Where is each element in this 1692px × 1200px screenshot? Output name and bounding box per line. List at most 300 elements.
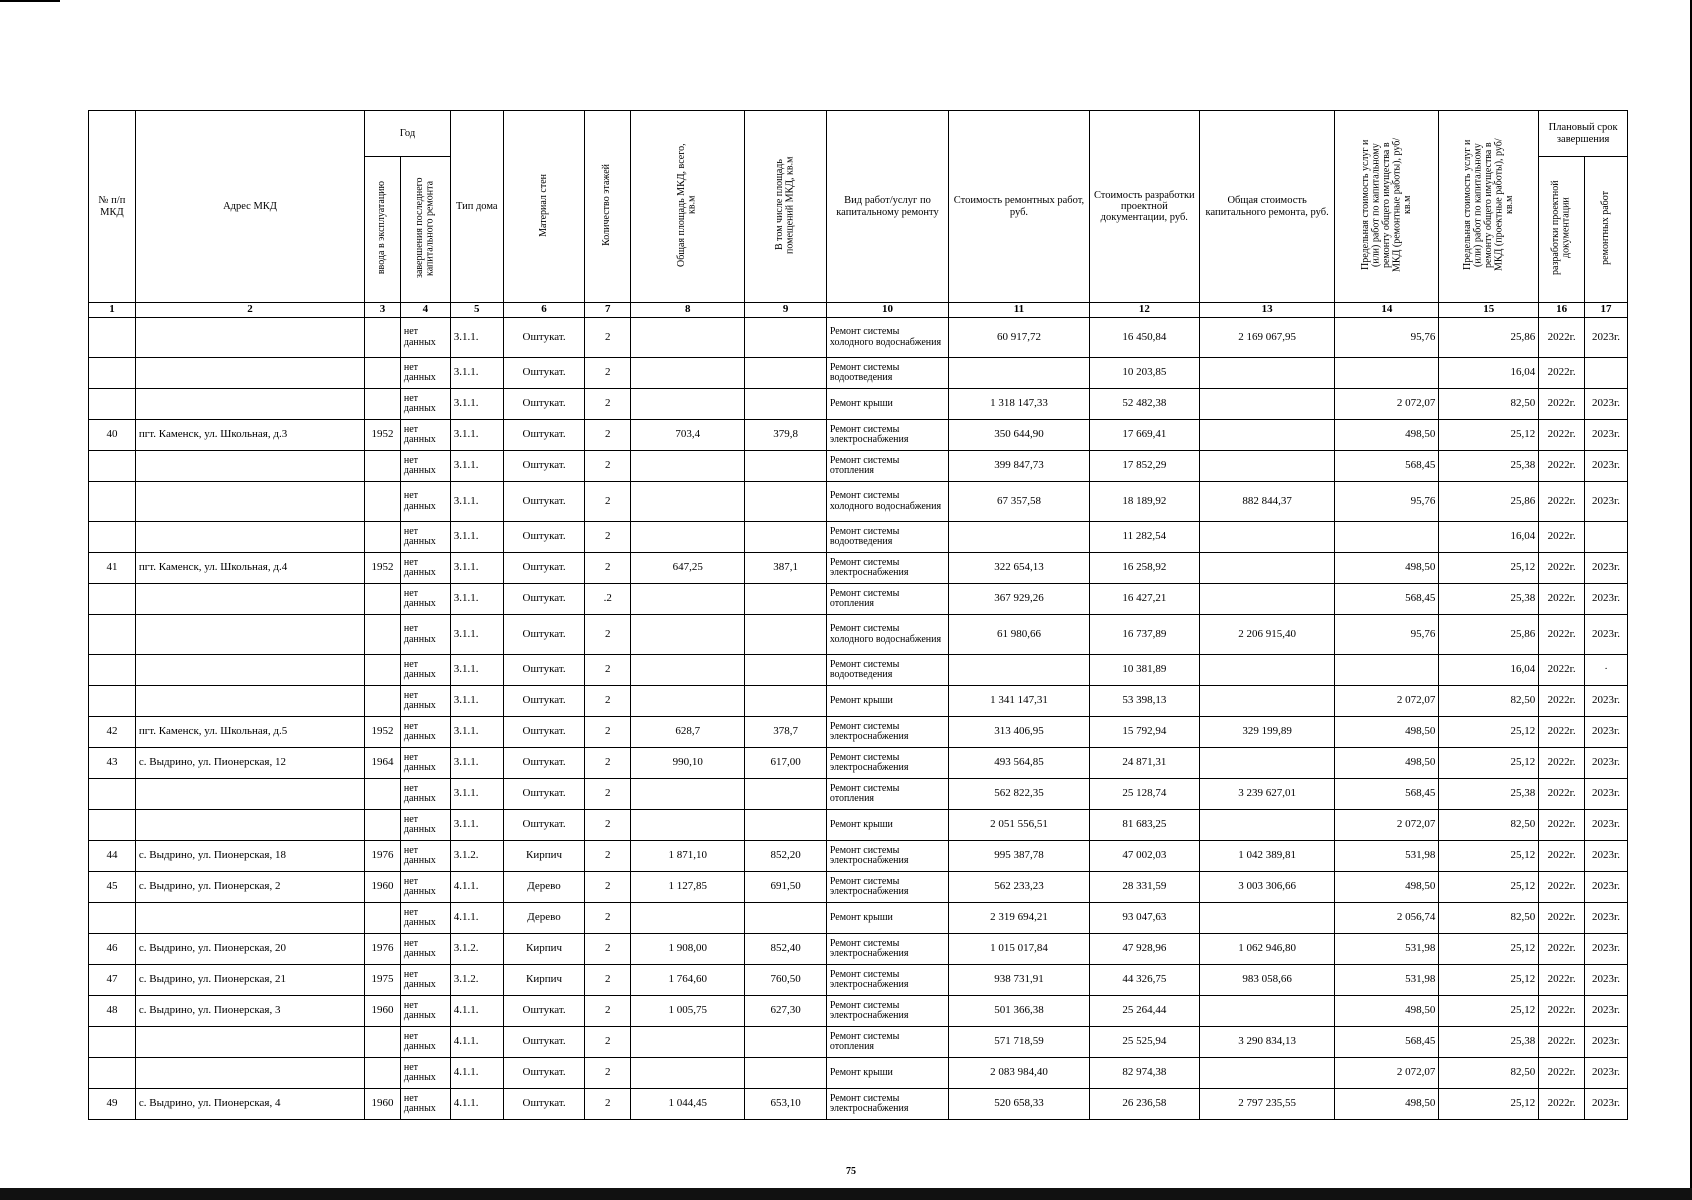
- row-address: [135, 779, 364, 810]
- col-number: 13: [1199, 303, 1335, 318]
- row-limit-work: 2 072,07: [1335, 686, 1439, 717]
- row-term-docs: 2022г.: [1539, 934, 1585, 965]
- row-year-commission: 1975: [365, 965, 401, 996]
- table-row: [89, 1027, 1628, 1058]
- row-year-commission: [365, 451, 401, 482]
- row-material: Оштукат.: [503, 1027, 585, 1058]
- row-area: 628,7: [631, 717, 745, 748]
- row-year-commission: [365, 903, 401, 934]
- column-numbers-row: [89, 303, 1628, 318]
- row-term-repair: 2023г.: [1585, 584, 1628, 615]
- table-row: [89, 482, 1628, 522]
- row-house-type: 3.1.1.: [450, 584, 503, 615]
- row-floors: 2: [585, 903, 631, 934]
- row-limit-project: 25,12: [1439, 965, 1539, 996]
- row-limit-work: 2 072,07: [1335, 810, 1439, 841]
- row-material: Оштукат.: [503, 779, 585, 810]
- row-limit-project: 82,50: [1439, 903, 1539, 934]
- row-house-type: 4.1.1.: [450, 1058, 503, 1089]
- row-work-type: Ремонт системы холодного водоснабжения: [826, 482, 948, 522]
- row-work-type: Ремонт системы водоотведения: [826, 655, 948, 686]
- row-area-premises: [745, 810, 827, 841]
- row-material: Кирпич: [503, 841, 585, 872]
- row-term-repair: 2023г.: [1585, 553, 1628, 584]
- row-limit-work: 531,98: [1335, 841, 1439, 872]
- col-number: 9: [745, 303, 827, 318]
- row-area-premises: [745, 482, 827, 522]
- row-year-last-repair: нет данных: [400, 615, 450, 655]
- row-floors: 2: [585, 686, 631, 717]
- row-year-last-repair: нет данных: [400, 748, 450, 779]
- row-area: [631, 1058, 745, 1089]
- row-area: [631, 615, 745, 655]
- row-term-repair: 2023г.: [1585, 717, 1628, 748]
- row-address: [135, 358, 364, 389]
- row-term-repair: 2023г.: [1585, 686, 1628, 717]
- row-floors: 2: [585, 615, 631, 655]
- row-area: [631, 318, 745, 358]
- row-cost-docs: 16 450,84: [1089, 318, 1199, 358]
- row-cost-repair: 2 319 694,21: [949, 903, 1090, 934]
- row-area: 647,25: [631, 553, 745, 584]
- row-area-premises: 852,20: [745, 841, 827, 872]
- row-floors: 2: [585, 655, 631, 686]
- row-address: [135, 686, 364, 717]
- row-cost-repair: [949, 358, 1090, 389]
- row-limit-project: 82,50: [1439, 1058, 1539, 1089]
- row-year-commission: [365, 389, 401, 420]
- row-limit-project: 16,04: [1439, 522, 1539, 553]
- row-floors: 2: [585, 420, 631, 451]
- row-term-repair: 2023г.: [1585, 420, 1628, 451]
- row-area-premises: [745, 451, 827, 482]
- row-material: Оштукат.: [503, 686, 585, 717]
- row-work-type: Ремонт системы электроснабжения: [826, 841, 948, 872]
- row-number: [89, 615, 136, 655]
- row-term-docs: 2022г.: [1539, 482, 1585, 522]
- row-address: с. Выдрино, ул. Пионерская, 2: [135, 872, 364, 903]
- row-address: [135, 584, 364, 615]
- row-cost-repair: 520 658,33: [949, 1089, 1090, 1120]
- row-term-docs: 2022г.: [1539, 553, 1585, 584]
- row-cost-docs: 18 189,92: [1089, 482, 1199, 522]
- row-total-cost: 2 206 915,40: [1199, 615, 1335, 655]
- row-year-last-repair: нет данных: [400, 779, 450, 810]
- row-term-docs: 2022г.: [1539, 389, 1585, 420]
- row-limit-work: [1335, 522, 1439, 553]
- row-term-docs: 2022г.: [1539, 420, 1585, 451]
- row-limit-work: 568,45: [1335, 451, 1439, 482]
- header-work-type: Вид работ/услуг по капитальному ремонту: [826, 111, 948, 303]
- row-term-repair: 2023г.: [1585, 482, 1628, 522]
- row-cost-docs: 11 282,54: [1089, 522, 1199, 553]
- row-total-cost: 3 003 306,66: [1199, 872, 1335, 903]
- row-address: [135, 1058, 364, 1089]
- row-number: [89, 903, 136, 934]
- header-address: Адрес МКД: [135, 111, 364, 303]
- row-area-premises: [745, 318, 827, 358]
- row-address: [135, 655, 364, 686]
- row-year-last-repair: нет данных: [400, 420, 450, 451]
- header-year-last-repair: завершения последнего капитального ремонта: [400, 157, 450, 303]
- row-year-commission: [365, 779, 401, 810]
- row-area-premises: [745, 389, 827, 420]
- row-limit-project: 25,12: [1439, 553, 1539, 584]
- table-row: [89, 553, 1628, 584]
- row-floors: 2: [585, 482, 631, 522]
- col-number: 5: [450, 303, 503, 318]
- row-cost-docs: 16 258,92: [1089, 553, 1199, 584]
- row-year-commission: 1976: [365, 934, 401, 965]
- row-cost-docs: 10 381,89: [1089, 655, 1199, 686]
- row-cost-docs: 16 427,21: [1089, 584, 1199, 615]
- table-row: [89, 903, 1628, 934]
- row-total-cost: 1 042 389,81: [1199, 841, 1335, 872]
- row-house-type: 4.1.1.: [450, 903, 503, 934]
- header-area-premises: В том числе площадь помещений МКД, кв.м: [745, 111, 827, 303]
- row-number: 41: [89, 553, 136, 584]
- row-material: Дерево: [503, 903, 585, 934]
- row-area: 1 871,10: [631, 841, 745, 872]
- row-area-premises: 378,7: [745, 717, 827, 748]
- row-area-premises: [745, 655, 827, 686]
- row-area-premises: 379,8: [745, 420, 827, 451]
- row-floors: 2: [585, 841, 631, 872]
- row-cost-docs: 47 928,96: [1089, 934, 1199, 965]
- row-term-docs: 2022г.: [1539, 903, 1585, 934]
- row-limit-project: 25,38: [1439, 779, 1539, 810]
- row-year-commission: 1952: [365, 717, 401, 748]
- row-material: Оштукат.: [503, 717, 585, 748]
- row-year-commission: [365, 1027, 401, 1058]
- row-number: 48: [89, 996, 136, 1027]
- row-house-type: 3.1.1.: [450, 553, 503, 584]
- header-cost-docs: Стоимость разработки проектной документации, руб.: [1089, 111, 1199, 303]
- row-address: [135, 1027, 364, 1058]
- row-work-type: Ремонт системы отопления: [826, 779, 948, 810]
- page-number: 75: [846, 1166, 856, 1177]
- table-row: [89, 420, 1628, 451]
- row-area: 1 044,45: [631, 1089, 745, 1120]
- row-total-cost: 3 290 834,13: [1199, 1027, 1335, 1058]
- row-area-premises: [745, 903, 827, 934]
- row-work-type: Ремонт системы электроснабжения: [826, 748, 948, 779]
- row-total-cost: 2 797 235,55: [1199, 1089, 1335, 1120]
- row-material: Кирпич: [503, 965, 585, 996]
- row-limit-work: 95,76: [1335, 318, 1439, 358]
- table-row: [89, 872, 1628, 903]
- row-term-docs: 2022г.: [1539, 717, 1585, 748]
- row-work-type: Ремонт системы отопления: [826, 451, 948, 482]
- row-cost-repair: 562 822,35: [949, 779, 1090, 810]
- row-limit-project: 82,50: [1439, 686, 1539, 717]
- row-area: [631, 903, 745, 934]
- col-number: 11: [949, 303, 1090, 318]
- table-row: [89, 522, 1628, 553]
- row-material: Оштукат.: [503, 522, 585, 553]
- row-year-commission: [365, 655, 401, 686]
- row-year-commission: 1960: [365, 872, 401, 903]
- row-house-type: 3.1.1.: [450, 748, 503, 779]
- row-limit-project: 25,86: [1439, 318, 1539, 358]
- row-term-docs: 2022г.: [1539, 779, 1585, 810]
- row-address: с. Выдрино, ул. Пионерская, 3: [135, 996, 364, 1027]
- row-year-last-repair: нет данных: [400, 872, 450, 903]
- row-total-cost: [1199, 810, 1335, 841]
- row-cost-repair: 995 387,78: [949, 841, 1090, 872]
- row-term-docs: 2022г.: [1539, 655, 1585, 686]
- row-year-last-repair: нет данных: [400, 655, 450, 686]
- row-year-commission: [365, 1058, 401, 1089]
- col-number: 14: [1335, 303, 1439, 318]
- row-area: 1 005,75: [631, 996, 745, 1027]
- row-total-cost: [1199, 522, 1335, 553]
- row-limit-project: 25,12: [1439, 748, 1539, 779]
- header-year: Год: [365, 111, 451, 157]
- col-number: 2: [135, 303, 364, 318]
- row-house-type: 3.1.1.: [450, 615, 503, 655]
- row-number: [89, 584, 136, 615]
- row-term-repair: 2023г.: [1585, 841, 1628, 872]
- table-header: [89, 111, 1628, 318]
- row-cost-repair: 938 731,91: [949, 965, 1090, 996]
- table-row: [89, 934, 1628, 965]
- row-limit-project: 25,12: [1439, 717, 1539, 748]
- row-area: 703,4: [631, 420, 745, 451]
- row-term-repair: 2023г.: [1585, 779, 1628, 810]
- row-cost-repair: 562 233,23: [949, 872, 1090, 903]
- row-floors: 2: [585, 1027, 631, 1058]
- row-number: [89, 1027, 136, 1058]
- table-row: [89, 779, 1628, 810]
- row-material: Оштукат.: [503, 482, 585, 522]
- row-work-type: Ремонт крыши: [826, 903, 948, 934]
- row-floors: 2: [585, 779, 631, 810]
- row-year-commission: [365, 318, 401, 358]
- row-term-repair: 2023г.: [1585, 318, 1628, 358]
- row-cost-docs: 47 002,03: [1089, 841, 1199, 872]
- row-material: Оштукат.: [503, 389, 585, 420]
- row-area-premises: [745, 358, 827, 389]
- row-year-last-repair: нет данных: [400, 1027, 450, 1058]
- row-cost-repair: 313 406,95: [949, 717, 1090, 748]
- row-work-type: Ремонт крыши: [826, 686, 948, 717]
- row-floors: 2: [585, 872, 631, 903]
- row-total-cost: [1199, 420, 1335, 451]
- row-material: Оштукат.: [503, 810, 585, 841]
- header-year-commission: ввода в эксплуатацию: [365, 157, 401, 303]
- row-number: [89, 779, 136, 810]
- row-limit-work: 2 072,07: [1335, 389, 1439, 420]
- row-floors: 2: [585, 934, 631, 965]
- row-work-type: Ремонт системы электроснабжения: [826, 553, 948, 584]
- row-term-docs: 2022г.: [1539, 872, 1585, 903]
- row-term-repair: 2023г.: [1585, 903, 1628, 934]
- row-work-type: Ремонт системы водоотведения: [826, 522, 948, 553]
- row-address: [135, 318, 364, 358]
- row-floors: 2: [585, 810, 631, 841]
- row-area-premises: 387,1: [745, 553, 827, 584]
- table-row: [89, 1089, 1628, 1120]
- row-cost-repair: 1 341 147,31: [949, 686, 1090, 717]
- row-number: 47: [89, 965, 136, 996]
- table-row: [89, 1058, 1628, 1089]
- row-area-premises: [745, 1058, 827, 1089]
- row-cost-repair: 61 980,66: [949, 615, 1090, 655]
- row-cost-docs: 93 047,63: [1089, 903, 1199, 934]
- header-num: № п/п МКД: [89, 111, 136, 303]
- row-term-docs: 2022г.: [1539, 358, 1585, 389]
- header-area: Общая площадь МКД, всего, кв.м: [631, 111, 745, 303]
- header-term: Плановый срок завершения: [1539, 111, 1628, 157]
- row-total-cost: [1199, 748, 1335, 779]
- table-row: [89, 810, 1628, 841]
- row-work-type: Ремонт системы электроснабжения: [826, 996, 948, 1027]
- row-address: [135, 522, 364, 553]
- row-year-last-repair: нет данных: [400, 358, 450, 389]
- row-area-premises: 653,10: [745, 1089, 827, 1120]
- row-floors: 2: [585, 996, 631, 1027]
- row-term-repair: 2023г.: [1585, 1058, 1628, 1089]
- row-material: Оштукат.: [503, 584, 585, 615]
- table-row: [89, 358, 1628, 389]
- row-cost-docs: 15 792,94: [1089, 717, 1199, 748]
- row-cost-docs: 24 871,31: [1089, 748, 1199, 779]
- row-limit-work: 2 072,07: [1335, 1058, 1439, 1089]
- repair-registry-table: [88, 110, 1628, 1120]
- row-area: [631, 686, 745, 717]
- row-area-premises: [745, 584, 827, 615]
- row-limit-project: 25,38: [1439, 1027, 1539, 1058]
- row-house-type: 3.1.2.: [450, 965, 503, 996]
- scan-edge-line: [0, 0, 60, 2]
- row-area-premises: 627,30: [745, 996, 827, 1027]
- row-total-cost: [1199, 358, 1335, 389]
- row-year-last-repair: нет данных: [400, 686, 450, 717]
- row-year-commission: 1960: [365, 1089, 401, 1120]
- row-house-type: 3.1.1.: [450, 810, 503, 841]
- row-year-last-repair: нет данных: [400, 1089, 450, 1120]
- table-row: [89, 615, 1628, 655]
- header-limit-project: Предельная стоимость услуг и (или) работ по капитальному ремонту общего имущества в МКД (проектные работы), руб/кв.м: [1439, 111, 1539, 303]
- row-cost-docs: 53 398,13: [1089, 686, 1199, 717]
- row-area: [631, 451, 745, 482]
- row-area-premises: 852,40: [745, 934, 827, 965]
- row-total-cost: [1199, 996, 1335, 1027]
- row-address: с. Выдрино, ул. Пионерская, 20: [135, 934, 364, 965]
- table-row: [89, 318, 1628, 358]
- row-cost-repair: 60 917,72: [949, 318, 1090, 358]
- row-year-commission: 1952: [365, 553, 401, 584]
- row-year-last-repair: нет данных: [400, 451, 450, 482]
- row-limit-project: 16,04: [1439, 358, 1539, 389]
- row-floors: 2: [585, 717, 631, 748]
- header-type: Тип дома: [450, 111, 503, 303]
- row-term-repair: 2023г.: [1585, 1027, 1628, 1058]
- row-term-repair: 2023г.: [1585, 810, 1628, 841]
- row-term-docs: 2022г.: [1539, 451, 1585, 482]
- row-limit-work: 568,45: [1335, 584, 1439, 615]
- row-limit-work: 568,45: [1335, 1027, 1439, 1058]
- row-material: Оштукат.: [503, 358, 585, 389]
- row-limit-work: [1335, 655, 1439, 686]
- row-total-cost: [1199, 1058, 1335, 1089]
- row-material: Оштукат.: [503, 615, 585, 655]
- row-area: [631, 810, 745, 841]
- row-address: с. Выдрино, ул. Пионерская, 18: [135, 841, 364, 872]
- row-area: [631, 655, 745, 686]
- row-number: [89, 522, 136, 553]
- row-cost-docs: 82 974,38: [1089, 1058, 1199, 1089]
- row-limit-project: 25,86: [1439, 615, 1539, 655]
- row-year-last-repair: нет данных: [400, 934, 450, 965]
- row-address: [135, 389, 364, 420]
- row-cost-repair: 1 015 017,84: [949, 934, 1090, 965]
- row-material: Оштукат.: [503, 318, 585, 358]
- row-work-type: Ремонт системы отопления: [826, 584, 948, 615]
- row-term-repair: 2023г.: [1585, 615, 1628, 655]
- row-limit-work: [1335, 358, 1439, 389]
- row-year-last-repair: нет данных: [400, 482, 450, 522]
- table-row: [89, 748, 1628, 779]
- row-area-premises: 617,00: [745, 748, 827, 779]
- row-house-type: 3.1.1.: [450, 779, 503, 810]
- row-number: 46: [89, 934, 136, 965]
- table-row: [89, 655, 1628, 686]
- row-term-docs: 2022г.: [1539, 996, 1585, 1027]
- row-term-docs: 2022г.: [1539, 686, 1585, 717]
- row-limit-work: 498,50: [1335, 872, 1439, 903]
- row-cost-repair: 350 644,90: [949, 420, 1090, 451]
- row-house-type: 3.1.1.: [450, 522, 503, 553]
- col-number: 3: [365, 303, 401, 318]
- row-floors: 2: [585, 1089, 631, 1120]
- row-floors: 2: [585, 451, 631, 482]
- row-house-type: 3.1.1.: [450, 717, 503, 748]
- row-area-premises: [745, 522, 827, 553]
- row-cost-repair: [949, 655, 1090, 686]
- row-address: [135, 810, 364, 841]
- row-address: пгт. Каменск, ул. Школьная, д.3: [135, 420, 364, 451]
- row-term-docs: 2022г.: [1539, 1058, 1585, 1089]
- header-material: Материал стен: [503, 111, 585, 303]
- row-number: 42: [89, 717, 136, 748]
- row-material: Оштукат.: [503, 996, 585, 1027]
- table-row: [89, 841, 1628, 872]
- row-limit-work: 498,50: [1335, 1089, 1439, 1120]
- col-number: 1: [89, 303, 136, 318]
- row-total-cost: [1199, 686, 1335, 717]
- row-total-cost: [1199, 451, 1335, 482]
- col-number: 7: [585, 303, 631, 318]
- row-total-cost: 329 199,89: [1199, 717, 1335, 748]
- row-cost-docs: 25 128,74: [1089, 779, 1199, 810]
- row-floors: 2: [585, 965, 631, 996]
- row-term-docs: 2022г.: [1539, 615, 1585, 655]
- header-floors: Количество этажей: [585, 111, 631, 303]
- row-work-type: Ремонт системы электроснабжения: [826, 717, 948, 748]
- row-limit-work: 568,45: [1335, 779, 1439, 810]
- row-house-type: 3.1.1.: [450, 358, 503, 389]
- header-term-repair: ремонтных работ: [1585, 157, 1628, 303]
- row-term-repair: 2023г.: [1585, 748, 1628, 779]
- row-area: 1 908,00: [631, 934, 745, 965]
- row-floors: 2: [585, 389, 631, 420]
- row-work-type: Ремонт системы холодного водоснабжения: [826, 318, 948, 358]
- row-area-premises: [745, 686, 827, 717]
- row-limit-project: 82,50: [1439, 389, 1539, 420]
- row-house-type: 3.1.1.: [450, 686, 503, 717]
